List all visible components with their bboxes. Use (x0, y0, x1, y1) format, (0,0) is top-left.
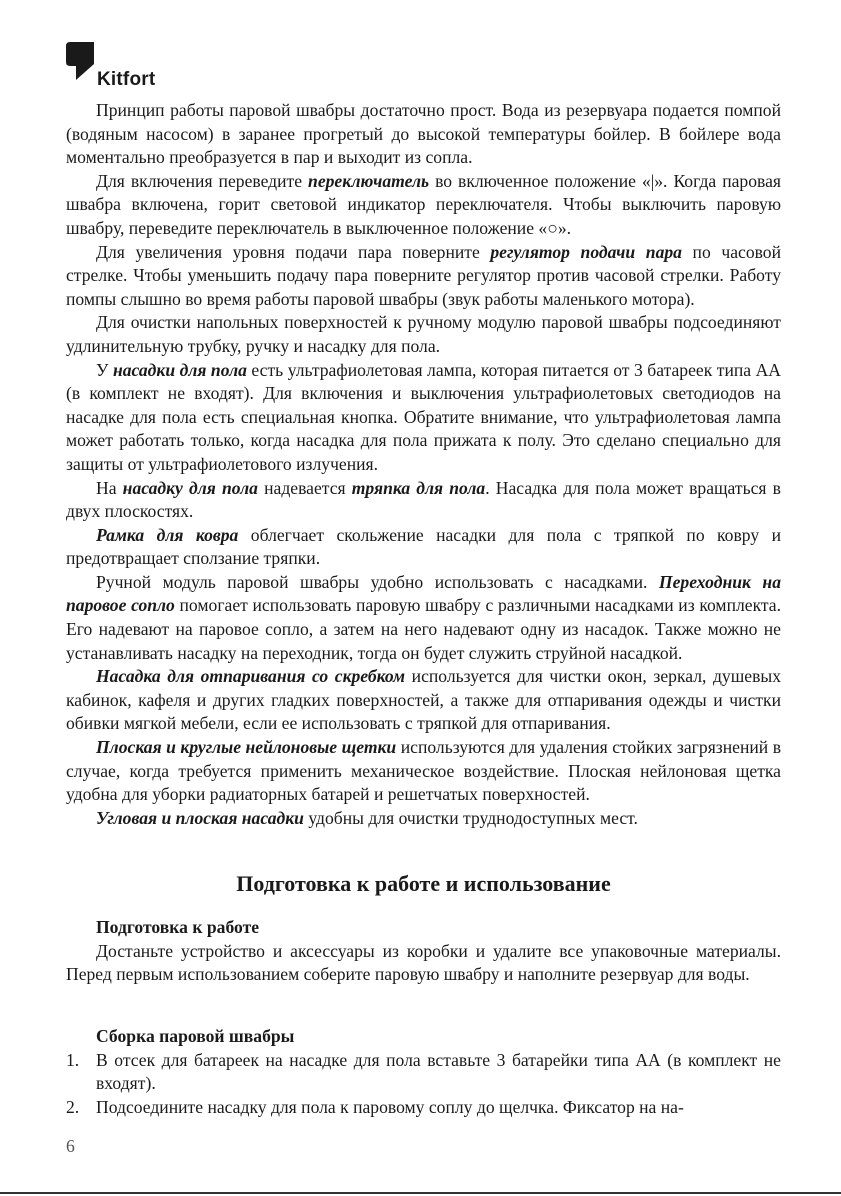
preparation-heading: Подготовка к работе (96, 917, 260, 937)
text-run: облегчает скольжение насадки для пола с тряпкой по ковру и предотвращает сползание тряпки. (66, 524, 781, 569)
page-number: 6 (66, 1136, 75, 1156)
text-run: Ручной модуль паровой швабры удобно использовать с насадками. (96, 571, 659, 592)
assembly-heading: Сборка паровой швабры (96, 1026, 295, 1046)
term-emphasis: Насадка для отпаривания со скребком (96, 666, 406, 687)
step-text: В отсек для батареек на насадке для пола вставьте 3 батарейки типа АА (в комплект не входят). (96, 1049, 781, 1094)
body-paragraph (66, 736, 781, 807)
term-bold (352, 478, 485, 498)
preparation-section (66, 916, 781, 987)
term-bold (96, 808, 304, 828)
section-title: Подготовка к работе и использование (236, 871, 611, 896)
text-run: . Насадка для пола может вращаться в двух плоскостях. (66, 477, 781, 522)
text-run: На (96, 477, 123, 498)
text-run: есть ультрафиолетовая лампа, которая питается от 3 батареек типа АА (в комплект не входят). Для включения и выключения ультрафиолетовых светодиодов на насадке для пола есть специальная кнопка. Обратите внимание, что ультрафиолетовая лампа может работать только, когда насадка для пола прижата к полу. Это сделано специально для защиты от ультрафиолетового излучения. (66, 359, 782, 474)
description-text (66, 99, 781, 830)
term-emphasis: Угловая и плоская насадки (96, 807, 304, 828)
assembly-section (66, 1025, 781, 1119)
body-paragraph (66, 359, 781, 477)
body-paragraph (66, 241, 781, 312)
term-bold (113, 360, 247, 380)
text-run: во включенное положение «|». Когда паровая швабра включена, горит световой индикатор переключателя. Чтобы выключить паровую швабру, переведите переключатель в выключенное положение «○». (66, 170, 781, 238)
text-run: надевается (257, 477, 352, 498)
body-paragraph (66, 524, 781, 571)
body-paragraph (66, 571, 781, 665)
term-emphasis: регулятор подачи пара (490, 241, 682, 262)
body-paragraph (66, 477, 781, 524)
kitfort-logo-icon (66, 42, 94, 80)
text-run: удобны для очистки труднодоступных мест. (303, 807, 638, 828)
assembly-steps (66, 1049, 781, 1120)
assembly-step (66, 1096, 781, 1120)
body-paragraph (66, 311, 781, 358)
text-run: используется для чистки окон, зеркал, душевых кабинок, кафеля и других гладких поверхностей, а также для отпаривания одежды и чистки обивки мягкой мебели, если ее использовать с тряпкой для отпаривания. (66, 666, 781, 734)
assembly-step (66, 1049, 781, 1096)
step-number: 1. (66, 1049, 80, 1070)
brand-name: Kitfort (97, 69, 156, 90)
text-run: по часовой стрелке. Чтобы уменьшить подачу пара поверните регулятор против часовой стрелки. Работу помпы слышно во время работы паровой швабры (звук работы маленького мотора). (66, 241, 782, 309)
text-run: используются для удаления стойких загрязнений в случае, когда требуется применить механическое воздействие. Плоская нейлоновая щетка удобна для уборки радиаторных батарей и решетчатых поверхностей. (66, 737, 782, 805)
step-text: Подсоедините насадку для пола к паровому соплу до щелчка. Фиксатор на на- (96, 1096, 684, 1117)
body-paragraph (66, 99, 781, 170)
term-emphasis: тряпка для пола (351, 477, 486, 498)
term-emphasis: Плоская и круглые нейлоновые щетки (96, 737, 397, 758)
body-paragraph (66, 665, 781, 736)
text-run: У (96, 359, 113, 380)
text-run: Для включения переведите (96, 170, 309, 191)
text-run: Принцип работы паровой швабры достаточно прост. Вода из резервуара подается помпой (водяным насосом) в заранее прогретый до высокой температуры бойлер. В бойлере вода моментально преобразуется в пар и выходит из сопла. (66, 100, 781, 168)
term-bold (96, 525, 238, 545)
term-bold (123, 478, 258, 498)
body-paragraph (66, 170, 781, 241)
term-emphasis: Рамка для ковра (96, 524, 239, 545)
bottom-rule (0, 1192, 841, 1194)
term-bold (308, 171, 429, 191)
term-bold (96, 666, 405, 686)
term-emphasis: насадки для пола (112, 359, 247, 380)
preparation-text: Достаньте устройство и аксессуары из коробки и удалите все упаковочные материалы. Перед первым использованием соберите паровую швабру и наполните резервуар для воды. (66, 940, 781, 985)
body-paragraph (66, 807, 781, 831)
text-run: Для очистки напольных поверхностей к ручному модулю паровой швабры подсоединяют удлинительную трубку, ручку и насадку для пола. (66, 312, 781, 356)
term-emphasis: переключатель (308, 170, 430, 191)
term-bold (96, 737, 396, 757)
text-run: помогает использовать паровую швабру с различными насадками из комплекта. Его надевают на паровое сопло, а затем на него надевают одну из насадок. Также можно не устанавливать насадку на переходник, тогда он будет служить струйной насадкой. (66, 595, 781, 663)
text-run: Для увеличения уровня подачи пара поверните (96, 241, 491, 262)
term-emphasis: Переходник на паровое сопло (66, 571, 781, 616)
step-number: 2. (66, 1096, 80, 1117)
term-emphasis: насадку для пола (122, 477, 258, 498)
term-bold (490, 242, 682, 262)
